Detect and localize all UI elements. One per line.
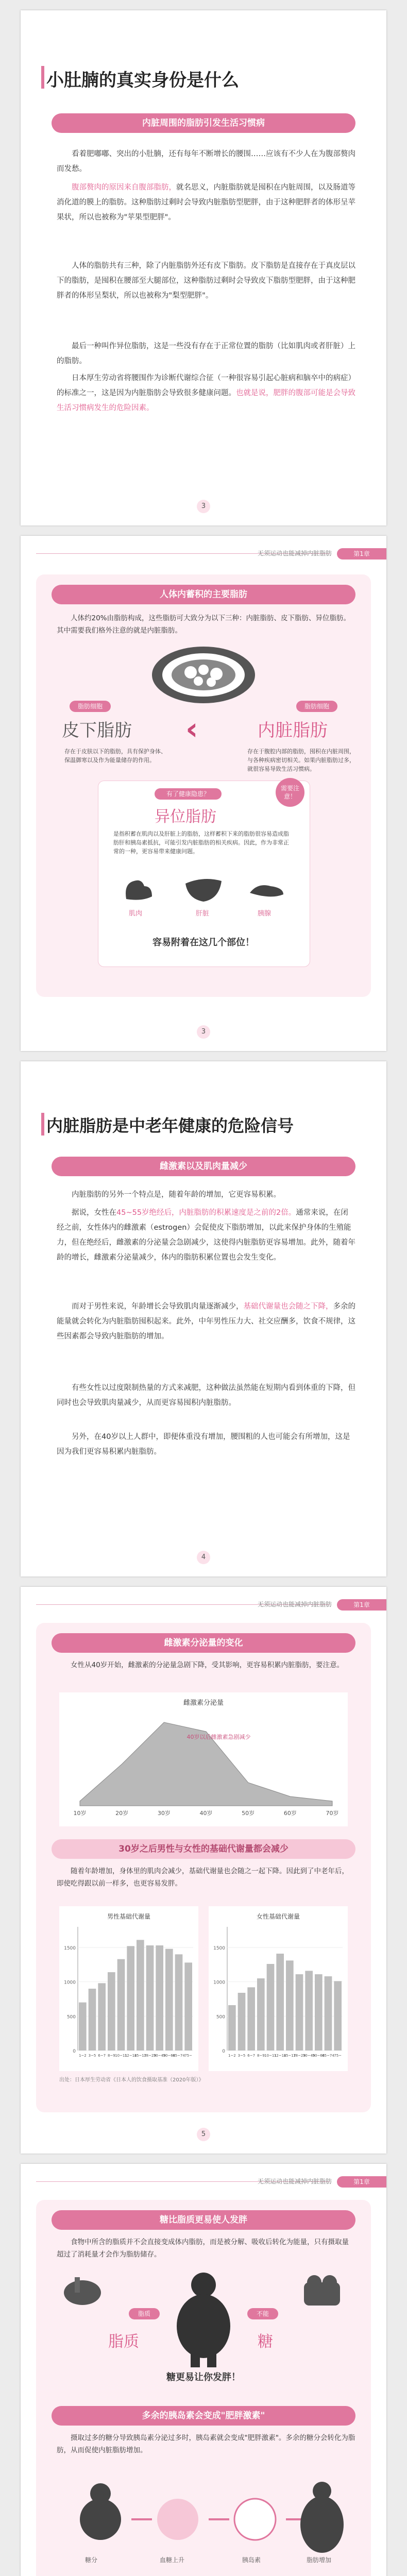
bar	[247, 1987, 255, 2050]
running-header-text: 无须运动也能减掉内脏脂肪	[257, 2178, 332, 2185]
chevron-left-icon: ‹	[185, 711, 198, 747]
food-fat-icon	[62, 2272, 103, 2308]
attention-badge: 需要注意！	[276, 778, 304, 807]
x-tick-label: 15~17	[283, 2054, 296, 2058]
bar	[257, 1978, 265, 2050]
x-tick-label: 30~49	[153, 2054, 166, 2058]
sugar-label: 糖	[258, 2333, 273, 2351]
chart-annotation: 40岁以后雌激素急剧减少	[186, 1734, 251, 1740]
running-header-text: 无须运动也能减掉内脏脂肪	[257, 1601, 332, 1608]
chart-title: 雌激素分泌量	[183, 1699, 224, 1707]
section-pill: 糖比脂质更易使人发胖	[52, 2210, 355, 2230]
male-bmr-chart	[59, 1906, 198, 2071]
ectopic-question: 容易附着在这几个部位！	[152, 937, 255, 948]
x-tick-label: 8~9	[107, 2054, 115, 2058]
bar	[267, 1964, 275, 2050]
running-header	[21, 2175, 386, 2189]
y-tick-label: 1500	[213, 1946, 225, 1951]
organ-label-pancreas: 胰腺	[258, 910, 272, 918]
female-bmr-chart	[209, 1906, 348, 2071]
x-tick-label: 6~7	[247, 2054, 256, 2058]
x-tick-label: 18~29	[144, 2054, 156, 2058]
paragraph: 看着肥嘟嘟、突出的小肚腩，还有每年不断增长的腰围……应该有不少人在为腹部赘肉而发愁。	[57, 150, 355, 173]
flow-step-sugar: 糖分	[85, 2556, 98, 2564]
section-desc: 随着年龄增加，身体里的肌肉会减少，基础代谢量也会随之一起下降。因此到了中老年后，即使吃得跟以前一样多，也更容易发胖。	[57, 1867, 349, 1888]
section-pill: 人体内蓄积的主要脂肪	[52, 585, 355, 604]
y-tick-label: 500	[66, 2014, 76, 2020]
bar	[89, 1989, 96, 2050]
x-tick-label: 50~64	[312, 2054, 325, 2058]
page-number: 4	[21, 1551, 386, 1564]
chapter-tab: 第1章	[337, 2176, 386, 2188]
pancreas-icon	[247, 880, 286, 901]
paragraph: 另外，在40岁以上人群中，即便体重没有增加，腰围粗的人也可能会有所增加，这是因为我们更容易积累内脏脂肪。	[57, 1433, 350, 1456]
bar	[184, 1962, 192, 2050]
x-tick-label: 70岁	[326, 1810, 339, 1817]
section-pill: 内脏周围的脂肪引发生活习惯病	[52, 113, 355, 133]
flow-step-blood-sugar: 血糖上升	[160, 2556, 185, 2564]
bar	[238, 1993, 246, 2050]
bar	[334, 1981, 342, 2050]
subcutaneous-fat-desc: 存在于皮肤以下的脂肪，具有保护身体、保温御寒以及作为能量储存的作用。	[64, 748, 166, 764]
x-tick-label: 18~29	[293, 2054, 306, 2058]
x-tick-label: 8~9	[257, 2054, 265, 2058]
section-desc: 女性从40岁开始，雌激素的分泌量急剧下降，受其影响，更容易积累内脏脂肪，要注意。	[71, 1661, 344, 1669]
paragraph: 而对于男性来说，年龄增长会导致肌肉量逐渐减少，基础代谢量也会随之下降，多余的能量就会转化为内脏脂肪囤积起来。此外，中年男性压力大、社交应酬多，饮食不规律，这些因素都会导致内脏脂肪的增加。	[57, 1302, 355, 1341]
fat-tag: 脂质	[129, 2308, 160, 2319]
book-page-6	[21, 1587, 386, 2154]
bar	[325, 1976, 332, 2050]
ectopic-fat-desc: 是指积蓄在肌肉以及肝脏上的脂肪，这样蓄积下来的脂肪很容易造成脂肪肝和胰岛素抵抗，可能引发内脏脂肪的相关疾病。因此，作为非常正常的一种，更容易带来健康问题。	[113, 831, 289, 855]
intro-text: 人体约20%由脂肪构成，这些脂肪可大致分为以下三种：内脏脂肪、皮下脂肪、异位脂肪。其中需要我们格外注意的就是内脏脂肪。	[57, 614, 351, 635]
paragraph: 最后一种叫作异位脂肪，这是一些没有存在于正常位置的脂肪（比如肌肉或者肝脏）上的脂肪。	[57, 342, 355, 365]
ectopic-fat-label: 异位脂肪	[155, 808, 216, 826]
visceral-fat-label: 内脏脂肪	[258, 720, 328, 741]
x-tick-label: 75~	[334, 2054, 342, 2058]
muscle-icon	[121, 873, 157, 904]
section-pill: 多余的胰岛素会变成"肥胖激素"	[52, 2406, 355, 2426]
y-tick-label: 1000	[213, 1980, 225, 1986]
paragraph: 据说，女性在45~55岁绝经后，内脏脂肪的积累速度是之前的2倍。通常来说，在闭经之前，女性体内的雌激素（estrogen）会促使皮下脂肪增加，以此来保护身体的生殖能力，但在绝经后，雌激素的分泌量会急剧减少，这使得内脏脂肪更容易增加。此外，随着年龄的增长，雌激素分泌量减少，体内的脂肪积累位置也会发生变化。	[57, 1209, 355, 1262]
section-pill: 雌激素分泌量的变化	[52, 1633, 355, 1653]
health-risk-tag: 有了健康隐患？	[155, 788, 222, 800]
food-sugar-icon	[299, 2272, 345, 2308]
fat-label: 脂质	[108, 2333, 139, 2351]
page-number: 3	[21, 500, 386, 513]
x-tick-label: 1~2	[228, 2054, 236, 2058]
chart-title: 男性基础代谢量	[107, 1913, 151, 1920]
chart-title: 女性基础代谢量	[256, 1913, 300, 1920]
chapter-tab: 第1章	[337, 1599, 386, 1611]
x-tick-label: 3~5	[88, 2054, 96, 2058]
sugar-tag: 不能	[247, 2308, 278, 2319]
flow-step-insulin: 胰岛素	[242, 2556, 261, 2564]
chart-source: 出处：日本厚生劳动省《日本人的饮食摄取基准（2020年版）》	[59, 2077, 204, 2083]
x-tick-label: 3~5	[238, 2054, 246, 2058]
person-silhouette-icon	[173, 2269, 234, 2367]
bar	[108, 1972, 115, 2050]
running-header	[21, 1598, 386, 1612]
paragraph: 人体的脂肪共有三种，除了内脏脂肪外还有皮下脂肪。皮下脂肪是直接存在于真皮层以下的脂肪，是囤积在腰部至大腿部位，这种脂肪过剩时会导致皮下脂肪型肥胖，由于这种肥胖者的体形呈梨状，所以也被称为"梨型肥胖"。	[57, 262, 355, 300]
x-tick-label: 10~11	[264, 2054, 277, 2058]
x-tick-label: 30~49	[302, 2054, 315, 2058]
section-pill: 30岁之后男性与女性的基础代谢量都会减少	[52, 1839, 355, 1859]
book-page-3	[21, 10, 386, 526]
page-title: 内脏脂肪是中老年健康的危险信号	[46, 1116, 294, 1136]
x-tick-label: 65~74	[322, 2054, 334, 2058]
page-number: 3	[21, 1025, 386, 1039]
x-tick-label: 6~7	[98, 2054, 106, 2058]
running-header-text: 无须运动也能减掉内脏脂肪	[257, 550, 332, 557]
x-tick-label: 12~14	[274, 2054, 286, 2058]
title-accent-bar	[41, 1113, 44, 1136]
y-tick-label: 1500	[64, 1946, 76, 1951]
liver-icon	[183, 876, 224, 904]
bar	[315, 1974, 323, 2050]
y-tick-label: 500	[216, 2014, 225, 2020]
bar	[98, 1983, 106, 2050]
bar	[276, 1954, 284, 2050]
book-page-5	[21, 1061, 386, 1577]
x-tick-label: 1~2	[78, 2054, 87, 2058]
paragraph: 日本厚生劳动省将腰围作为诊断代谢综合征（一种很容易引起心脏病和脑卒中的病症）的标准之一，这是因为内脏脂肪会导致很多健康问题。也就是说，肥胖的腹部可能是会导致生活习惯病发生的危险因素。	[57, 374, 355, 412]
paragraph: 腹部赘肉的原因来自腹部脂肪，就名思义，内脏脂肪就是囤积在内脏周围，以及肠道等消化道的膜上的脂肪。这种脂肪过剩时会导致内脏脂肪型肥胖，由于这种肥胖者的体形呈苹果状，所以也被称为"苹果型肥胖"。	[57, 183, 355, 222]
bar	[305, 1971, 313, 2050]
x-tick-label: 20岁	[115, 1810, 129, 1817]
fat-cell-tag-left: 脂肪细胞	[70, 701, 111, 712]
bar	[165, 1949, 173, 2050]
bar	[296, 1974, 303, 2050]
bar	[156, 1945, 163, 2050]
subcutaneous-fat-label: 皮下脂肪	[62, 720, 132, 741]
bar	[117, 1959, 125, 2050]
paragraph: 有些女性以过度限制热量的方式来减肥，这种做法虽然能在短期内看到体重的下降，但同时也会导致肌肉量减少，从而更容易囤积内脏脂肪。	[57, 1384, 355, 1407]
x-tick-label: 50~64	[163, 2054, 176, 2058]
insulin-flow-diagram	[59, 2473, 348, 2576]
x-tick-label: 50岁	[242, 1810, 255, 1817]
section-pill: 雌激素以及肌肉量减少	[52, 1157, 355, 1176]
x-tick-label: 65~74	[173, 2054, 185, 2058]
bar	[286, 1960, 294, 2050]
x-tick-label: 12~14	[124, 2054, 137, 2058]
chapter-tab: 第1章	[337, 548, 386, 560]
bar	[79, 2003, 87, 2050]
bar	[127, 1946, 134, 2050]
bar	[137, 1940, 144, 2050]
book-page-4	[21, 536, 386, 1051]
running-header	[21, 547, 386, 561]
estrogen-chart	[59, 1692, 348, 1826]
fat-cell-tag-right: 脂肪细胞	[296, 701, 337, 712]
section-desc: 摄取过多的糖分导致胰岛素分泌过多时，胰岛素就会变成"肥胖激素"。多余的糖分会转化为脂肪，从而促使内脏脂肪增加。	[57, 2434, 355, 2454]
paragraph: 内脏脂肪的另外一个特点是，随着年龄的增加，它更容易积累。	[72, 1191, 281, 1199]
x-tick-label: 40岁	[199, 1810, 213, 1817]
visceral-fat-desc: 存在于腹腔内部的脂肪，囤积在内脏周围，与各种疾病密切相关。如果内脏脂肪过多，就很容易导致生活习惯病。	[247, 748, 355, 772]
x-tick-label: 10岁	[73, 1810, 87, 1817]
y-tick-label: 1000	[64, 1980, 76, 1986]
organ-label-muscle: 肌肉	[129, 910, 143, 918]
title-accent-bar	[41, 66, 44, 89]
bar	[146, 1945, 154, 2050]
sugar-question: 糖更易让你发胖！	[166, 2372, 241, 2383]
book-page-7	[21, 2164, 386, 2576]
x-tick-label: 30岁	[157, 1810, 171, 1817]
x-tick-label: 60岁	[283, 1810, 297, 1817]
page-number: 5	[21, 2128, 386, 2141]
x-tick-label: 75~	[184, 2054, 193, 2058]
page-title: 小肚腩的真实身份是什么	[46, 70, 239, 91]
organ-label-liver: 肝脏	[196, 910, 210, 918]
section-desc: 食物中所含的脂质并不会直接变成体内脂肪，而是被分解、吸收后转化为能量，只有摄取量超过了消耗量才会作为脂肪储存。	[57, 2238, 349, 2259]
bar	[228, 2005, 236, 2050]
y-tick-label: 0	[222, 2049, 225, 2054]
x-tick-label: 15~17	[134, 2054, 147, 2058]
bar	[175, 1954, 183, 2050]
belly-crosssection-illustration	[149, 644, 258, 706]
y-tick-label: 0	[73, 2049, 76, 2054]
x-tick-label: 10~11	[115, 2054, 127, 2058]
flow-step-fat-increase: 脂肪增加	[307, 2556, 332, 2564]
